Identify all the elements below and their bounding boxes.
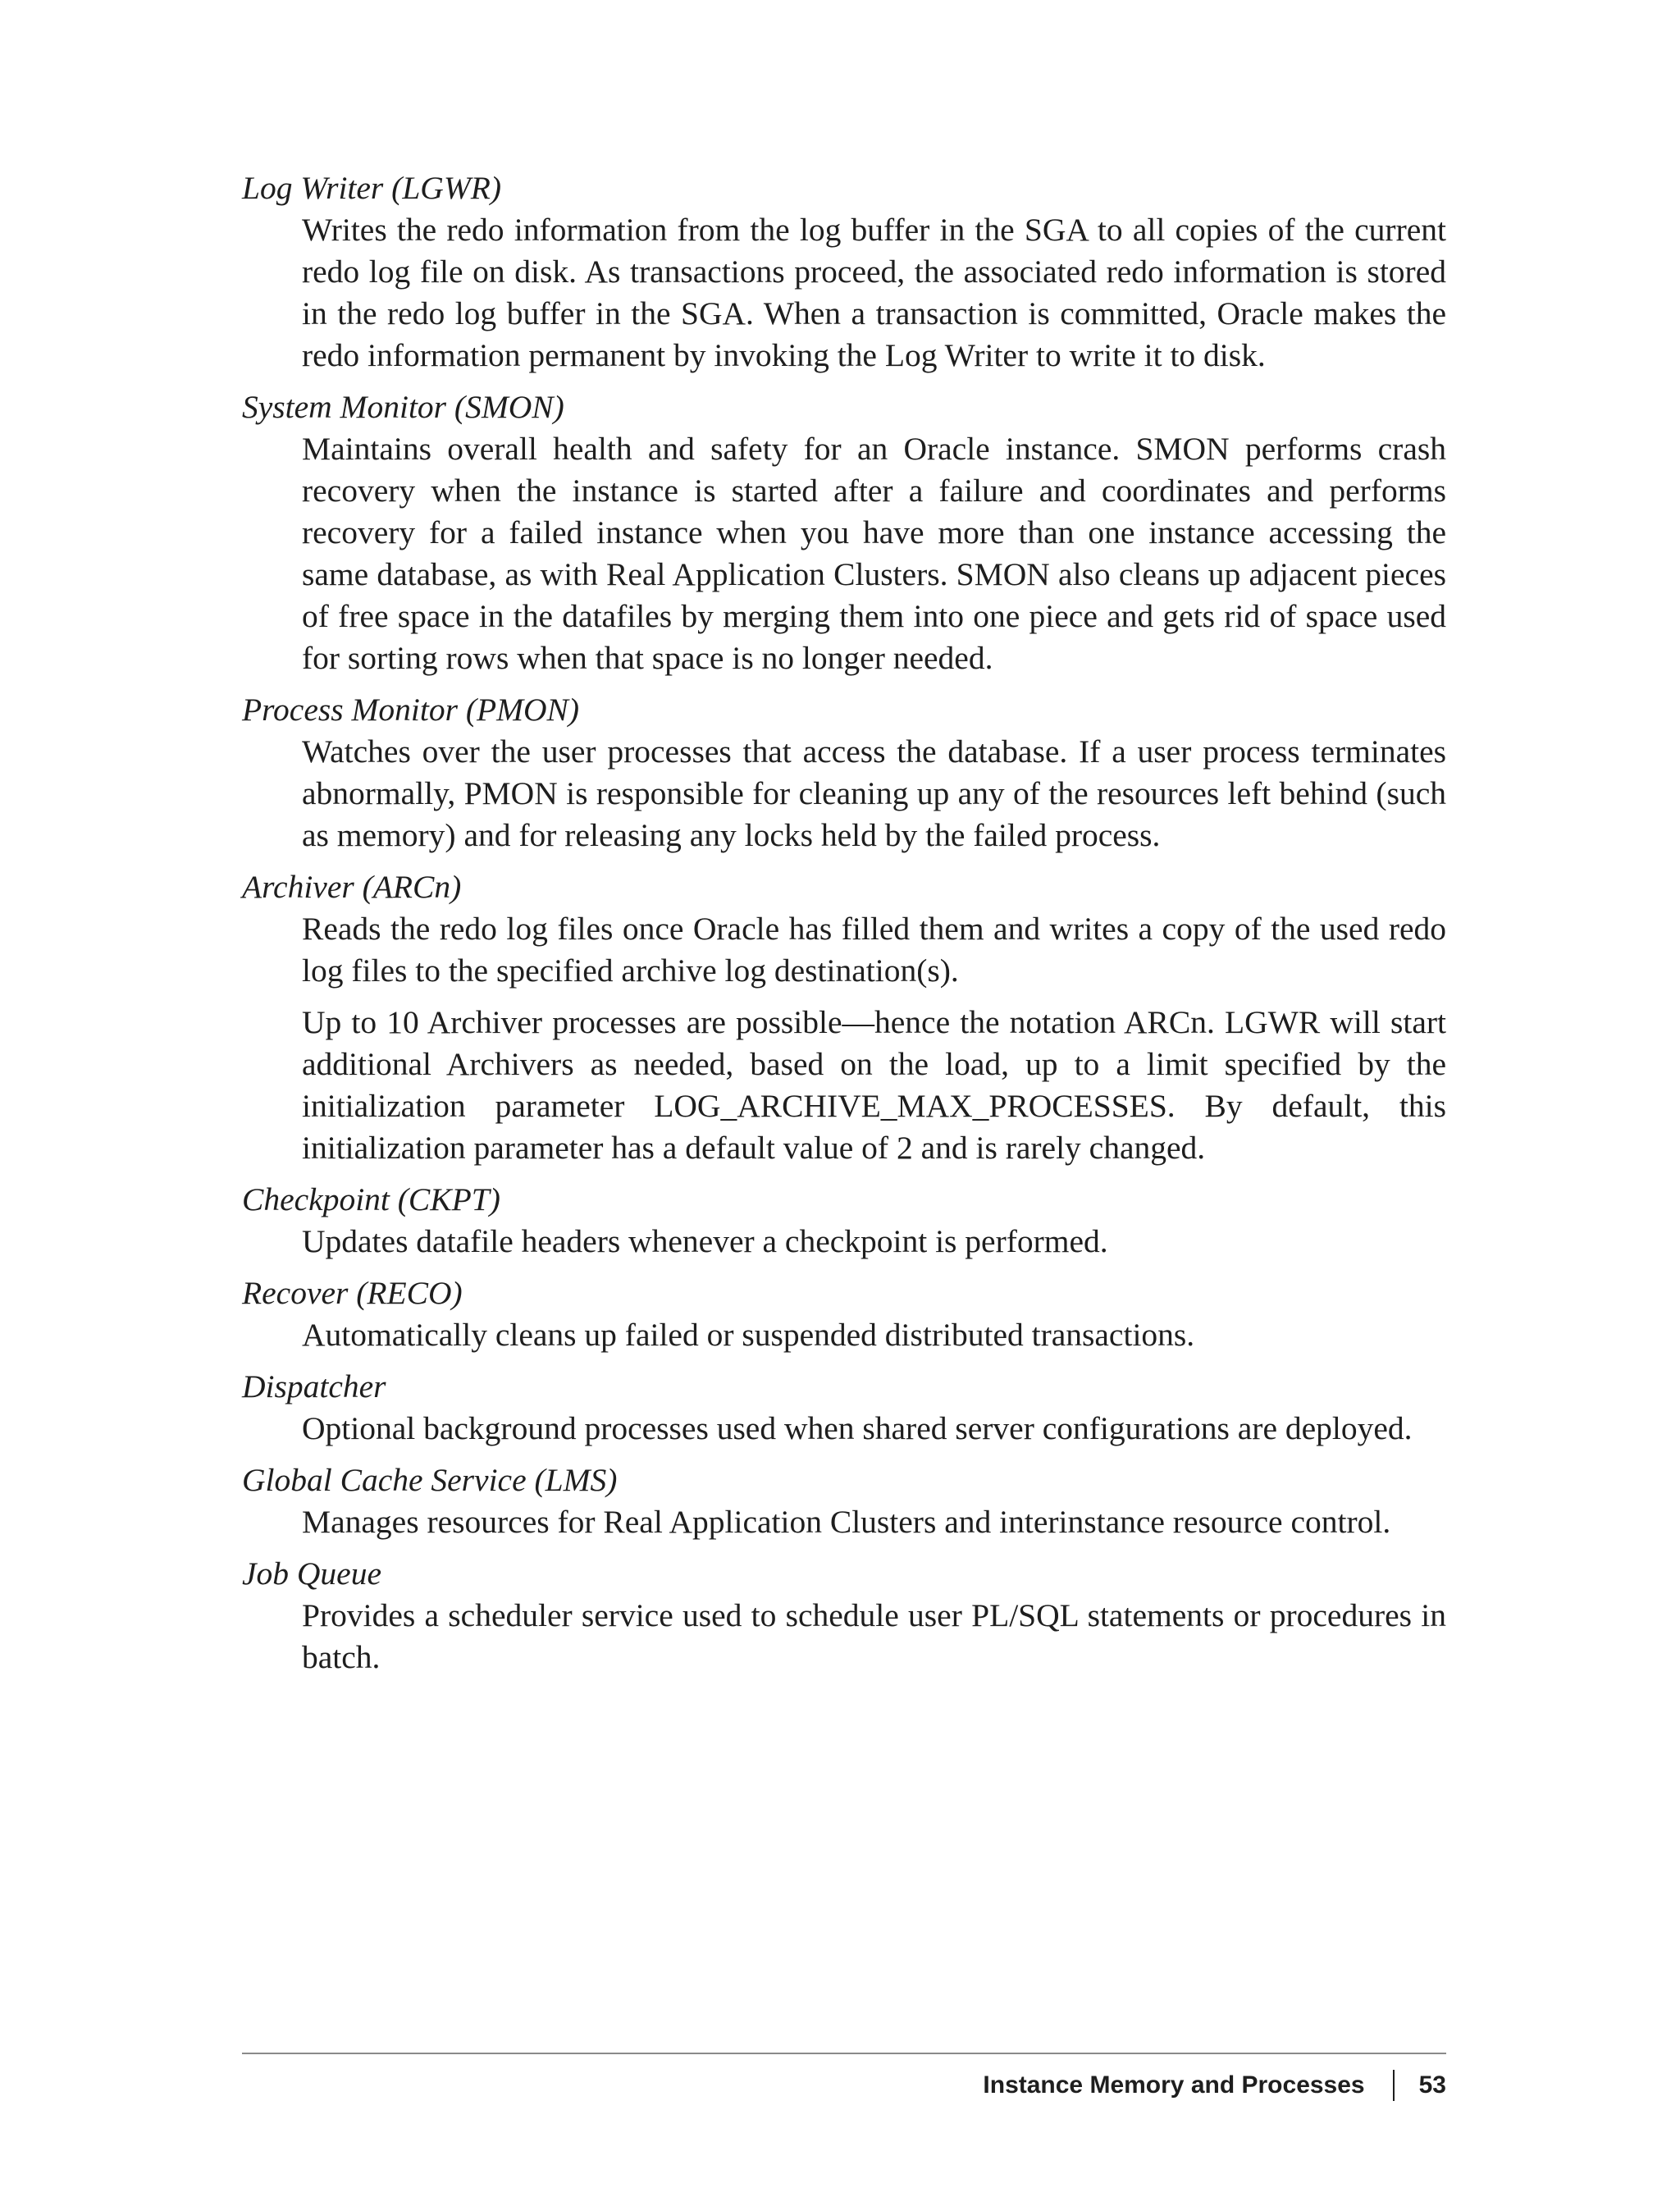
entry-pmon [242, 689, 1446, 856]
term-reco: Recover (RECO) [242, 1275, 463, 1311]
entry-lms [242, 1459, 1446, 1543]
entry-dispatcher [242, 1366, 1446, 1450]
term-arcn: Archiver (ARCn) [242, 869, 462, 905]
description-pmon [302, 731, 1446, 856]
term-smon: System Monitor (SMON) [242, 389, 564, 425]
entry-reco [242, 1272, 1446, 1356]
entry-smon [242, 386, 1446, 679]
entry-ckpt [242, 1179, 1446, 1263]
description-job-queue [302, 1595, 1446, 1678]
footer-section-title: Instance Memory and Processes [983, 2071, 1365, 2099]
description-arcn [302, 908, 1446, 1169]
description-smon [302, 428, 1446, 679]
description-paragraph: Provides a scheduler service used to schedule user PL/SQL statements or procedures in batch. [302, 1597, 1446, 1675]
page-footer [983, 2070, 1446, 2101]
description-paragraph: Up to 10 Archiver processes are possible—hence the notation ARCn. LGWR will start additional Archivers as needed, based on the load, up to a limit specified by the initialization parameter LOG_ARCHIVE_MAX_PROCESSES. By default, this initialization parameter has a default value of 2 and is rarely changed. [302, 1004, 1446, 1166]
description-paragraph: Optional background processes used when shared server configurations are deployed. [302, 1410, 1413, 1446]
description-paragraph: Writes the redo information from the log buffer in the SGA to all copies of the current redo log file on disk. As transactions proceed, the associated redo information is stored in the redo log buffer in the SGA. When a transaction is committed, Oracle makes the redo information permanent by invoking the Log Writer to write it to disk. [302, 212, 1446, 373]
description-paragraph: Updates datafile headers whenever a checkpoint is performed. [302, 1223, 1108, 1259]
term-dispatcher: Dispatcher [242, 1368, 386, 1404]
description-paragraph: Maintains overall health and safety for an Oracle instance. SMON performs crash recovery when the instance is started after a failure and coordinates and performs recovery for a failed instance when you have more than one instance accessing the same database, as with Real Application Clusters. SMON also cleans up adjacent pieces of free space in the datafiles by merging them into one piece and gets rid of space used for sorting rows when that space is no longer needed. [302, 431, 1446, 676]
description-paragraph: Manages resources for Real Application Clusters and interinstance resource control. [302, 1504, 1391, 1540]
description-paragraph: Automatically cleans up failed or suspended distributed transactions. [302, 1317, 1195, 1353]
entry-arcn [242, 866, 1446, 1169]
description-lms [302, 1501, 1446, 1543]
term-lms: Global Cache Service (LMS) [242, 1462, 618, 1498]
term-pmon: Process Monitor (PMON) [242, 692, 580, 728]
description-paragraph: Watches over the user processes that access the database. If a user process terminates abnormally, PMON is responsible for cleaning up any of the resources left behind (such as memory) and for releasing any locks held by the failed process. [302, 733, 1446, 853]
term-ckpt: Checkpoint (CKPT) [242, 1181, 500, 1217]
description-lgwr [302, 209, 1446, 377]
term-lgwr: Log Writer (LGWR) [242, 170, 501, 206]
footer-separator [1393, 2070, 1395, 2101]
description-ckpt [302, 1221, 1446, 1263]
description-paragraph: Reads the redo log files once Oracle has filled them and writes a copy of the used redo log files to the specified archive log destination(s). [302, 911, 1446, 989]
description-reco [302, 1314, 1446, 1356]
entry-job-queue [242, 1553, 1446, 1678]
description-dispatcher [302, 1408, 1446, 1450]
footer-rule [242, 2053, 1446, 2054]
term-job-queue: Job Queue [242, 1555, 381, 1592]
page-number: 53 [1418, 2071, 1446, 2099]
entry-lgwr [242, 167, 1446, 377]
definition-list [242, 167, 1446, 1688]
